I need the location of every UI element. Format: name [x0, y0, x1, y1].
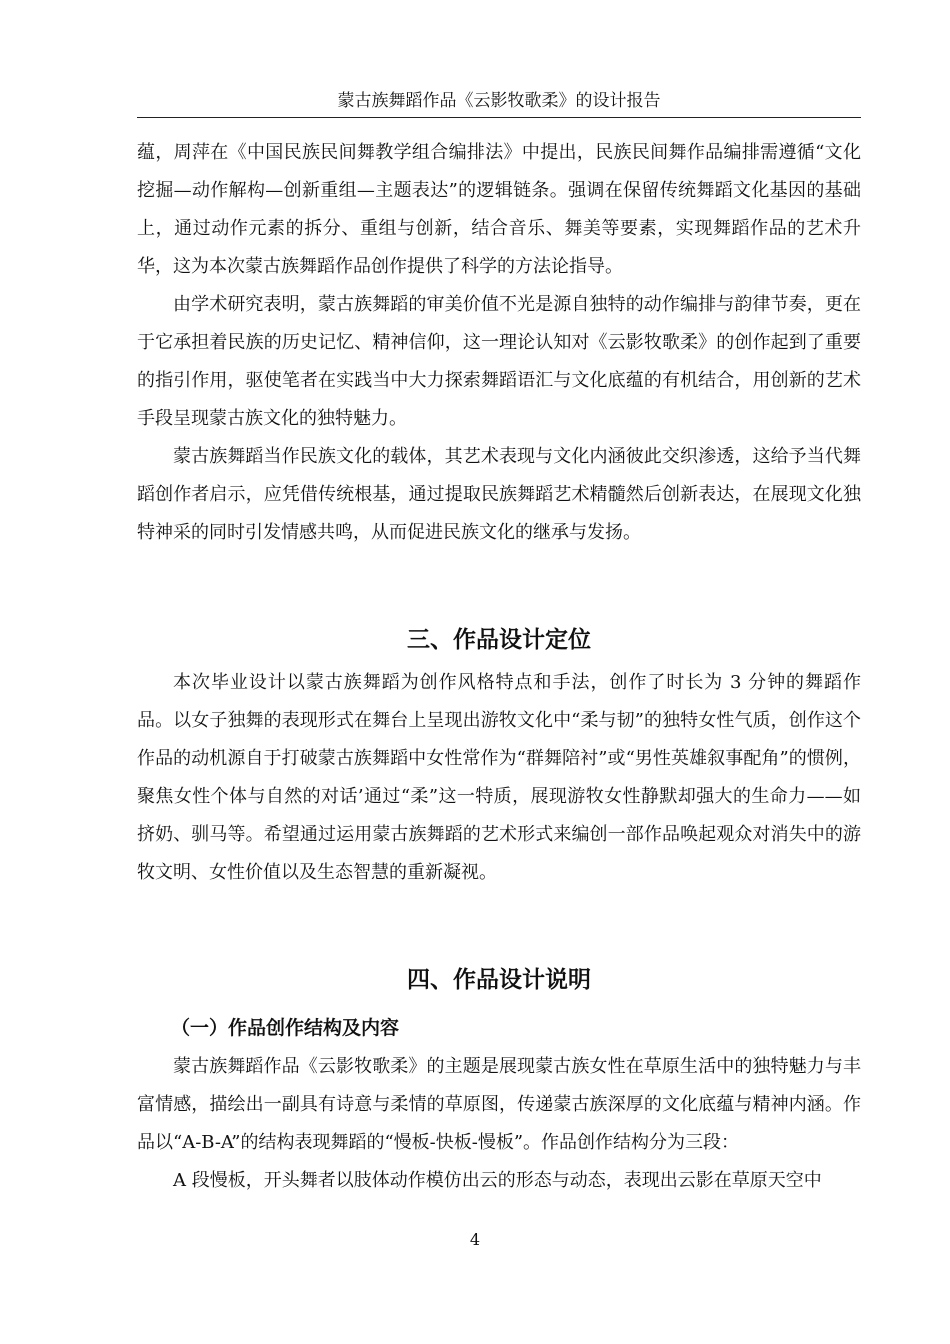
header-rule	[137, 117, 861, 118]
subsection-heading: （一）作品创作结构及内容	[171, 1017, 400, 1039]
paragraph: 由学术研究表明，蒙古族舞蹈的审美价值不光是源自独特的动作编排与韵律节奏，更在于它承担着民族的历史记忆、精神信仰，这一理论认知对《云影牧歌柔》的创作起到了重要的指引作用，驱使笔者在实践当中大力探索舞蹈语汇与文化底蕴的有机结合，用创新的艺术手段呈现蒙古族文化的独特魅力。	[137, 294, 861, 429]
paragraph-continued: 蕴，周萍在《中国民族民间舞教学组合编排法》中提出，民族民间舞作品编排需遵循“文化挖掘—动作解构—创新重组—主题表达”的逻辑链条。强调在保留传统舞蹈文化基因的基础上，通过动作元素的拆分、重组与创新，结合音乐、舞美等要素，实现舞蹈作品的艺术升华，这为本次蒙古族舞蹈作品创作提供了科学的方法论指导。	[137, 142, 861, 277]
paragraph: 蒙古族舞蹈当作民族文化的载体，其艺术表现与文化内涵彼此交织渗透，这给予当代舞蹈创作者启示，应凭借传统根基，通过提取民族舞蹈艺术精髓然后创新表达，在展现文化独特神采的同时引发情感共鸣，从而促进民族文化的继承与发扬。	[137, 446, 861, 543]
paragraph: A 段慢板，开头舞者以肢体动作模仿出云的形态与动态，表现出云影在草原天空中	[173, 1170, 822, 1191]
page-number: 4	[469, 1230, 481, 1249]
paragraph: 本次毕业设计以蒙古族舞蹈为创作风格特点和手法，创作了时长为 3 分钟的舞蹈作品。以女子独舞的表现形式在舞台上呈现出游牧文化中“柔与韧”的独特女性气质，创作这个作品的动机源自于打破蒙古族舞蹈中女性常作为“群舞陪衬”或“男性英雄叙事配角”的惯例，聚焦女性个体与自然的对话’通过“柔”这一特质，展现游牧女性静默却强大的生命力——如挤奶、驯马等。希望通过运用蒙古族舞蹈的艺术形式来编创一部作品唤起观众对消失中的游牧文明、女性价值以及生态智慧的重新凝视。	[137, 672, 861, 883]
section-heading-3: 三、作品设计定位	[407, 627, 591, 653]
running-header: 蒙古族舞蹈作品《云影牧歌柔》的设计报告	[337, 91, 661, 111]
section-heading-4: 四、作品设计说明	[407, 967, 591, 993]
page-body	[137, 134, 861, 1200]
paragraph: 蒙古族舞蹈作品《云影牧歌柔》的主题是展现蒙古族女性在草原生活中的独特魅力与丰富情感，描绘出一副具有诗意与柔情的草原图，传递蒙古族深厚的文化底蕴与精神内涵。作品以“A-B-A”的结构表现舞蹈的“慢板-快板-慢板”。作品创作结构分为三段：	[137, 1056, 861, 1153]
